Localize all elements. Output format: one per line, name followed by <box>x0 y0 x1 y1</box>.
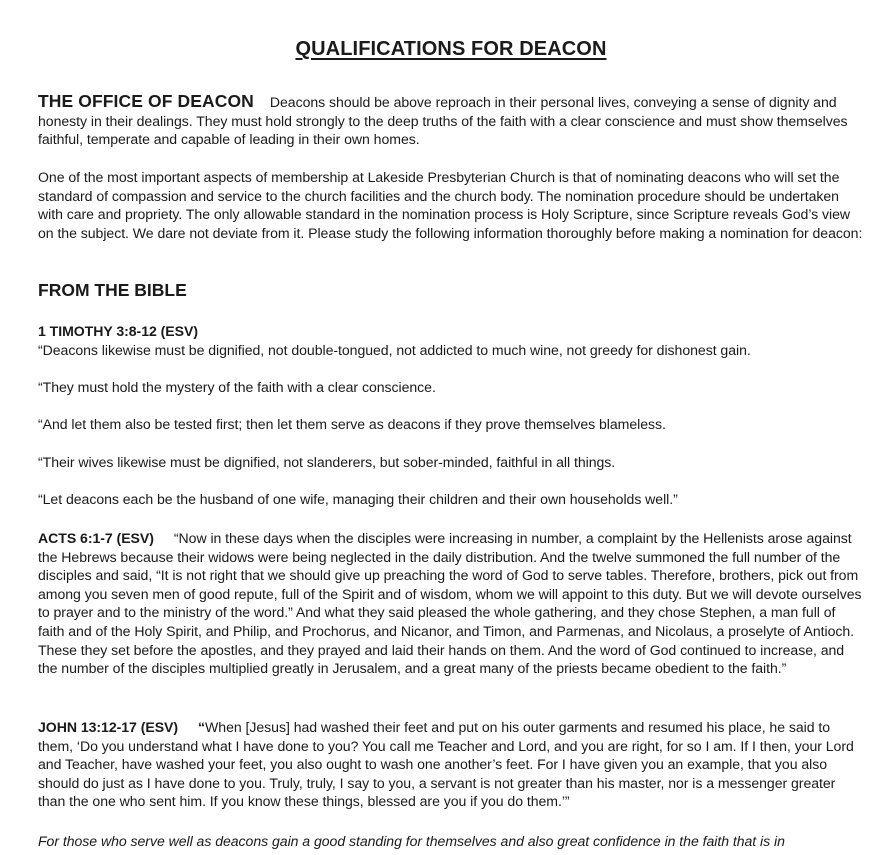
timothy-verse: “And let them also be tested first; then let them serve as deacons if they prove themselves blameless. <box>38 416 666 432</box>
timothy-reference: 1 TIMOTHY 3:8-12 (ESV) <box>38 323 198 339</box>
timothy-verse: “Deacons likewise must be dignified, not double-tongued, not addicted to much wine, not greedy for dishonest gain. <box>38 341 751 358</box>
john-reference: JOHN 13:12-17 (ESV) <box>38 719 179 735</box>
john-paragraph <box>38 718 864 811</box>
intro-paragraph: One of the most important aspects of membership at Lakeside Presbyterian Church is that of nominating deacons who will set the standard of compassion and service to the church facilities and the church body. The nomination procedure should be undertaken with care and propriety. The only allowable standard in the nomination process is Holy Scripture, since Scripture reveals God’s view on the subject. We dare not deviate from it. Please study the following information thoroughly before making a nomination for deacon: <box>38 169 863 241</box>
timothy-verse: “They must hold the mystery of the faith with a clear conscience. <box>38 379 436 395</box>
acts-paragraph <box>38 529 864 678</box>
timothy-verse: “Let deacons each be the husband of one wife, managing their children and their own households well.” <box>38 491 678 507</box>
office-heading: THE OFFICE OF DEACON <box>38 91 254 111</box>
john-text: When [Jesus] had washed their feet and put on his outer garments and resumed his place, he said to them, ‘Do you understand what I have done to you? You call me Teacher and Lord, and you are right, for so I am. If I then, your Lord and Teacher, have washed your feet, you also ought to wash one another’s feet. For I have given you an example, that you also should do just as I have done to you. Truly, truly, I say to you, a servant is not greater than his master, nor is a messenger greater than the one who sent him. If you know these things, blessed are you if you do them.’” <box>38 719 854 810</box>
john-open-quote: “ <box>198 719 206 735</box>
office-paragraph <box>38 92 864 149</box>
office-text: Deacons should be above reproach in their personal lives, conveying a sense of dignity and honesty in their dealings. They must hold strongly to the deep truths of the faith with a clear conscience and must show themselves faithful, temperate and capable of leading in their own homes. <box>38 94 848 148</box>
timothy-verse: “Their wives likewise must be dignified, not slanderers, but sober-minded, faithful in all things. <box>38 454 616 470</box>
acts-text: “Now in these days when the disciples were increasing in number, a complaint by the Hellenists arose against the Hebrews because their widows were being neglected in the daily distribution. And the twelve summoned the full number of the disciples and said, “It is not right that we should give up preaching the word of God to serve tables. Therefore, brothers, pick out from among you seven men of good repute, full of the Spirit and of wisdom, whom we will appoint to this duty. But we will devote ourselves to prayer and to the ministry of the word.” And what they said pleased the whole gathering, and they chose Stephen, a man full of faith and of the Holy Spirit, and Philip, and Prochorus, and Nicanor, and Timon, and Parmenas, and Nicolaus, a proselyte of Antioch. These they set before the apostles, and they prayed and laid their hands on them. And the word of God continued to increase, and the number of the disciples multiplied greatly in Jerusalem, and a great many of the priests became obedient to the faith.” <box>38 530 862 677</box>
closing-paragraph: For those who serve well as deacons gain a good standing for themselves and also great confidence in the faith that is in <box>38 833 785 849</box>
timothy-block <box>38 322 864 359</box>
acts-reference: ACTS 6:1-7 (ESV) <box>38 530 154 546</box>
bible-heading: FROM THE BIBLE <box>38 280 187 300</box>
page-title: QUALIFICATIONS FOR DEACON <box>295 38 607 60</box>
